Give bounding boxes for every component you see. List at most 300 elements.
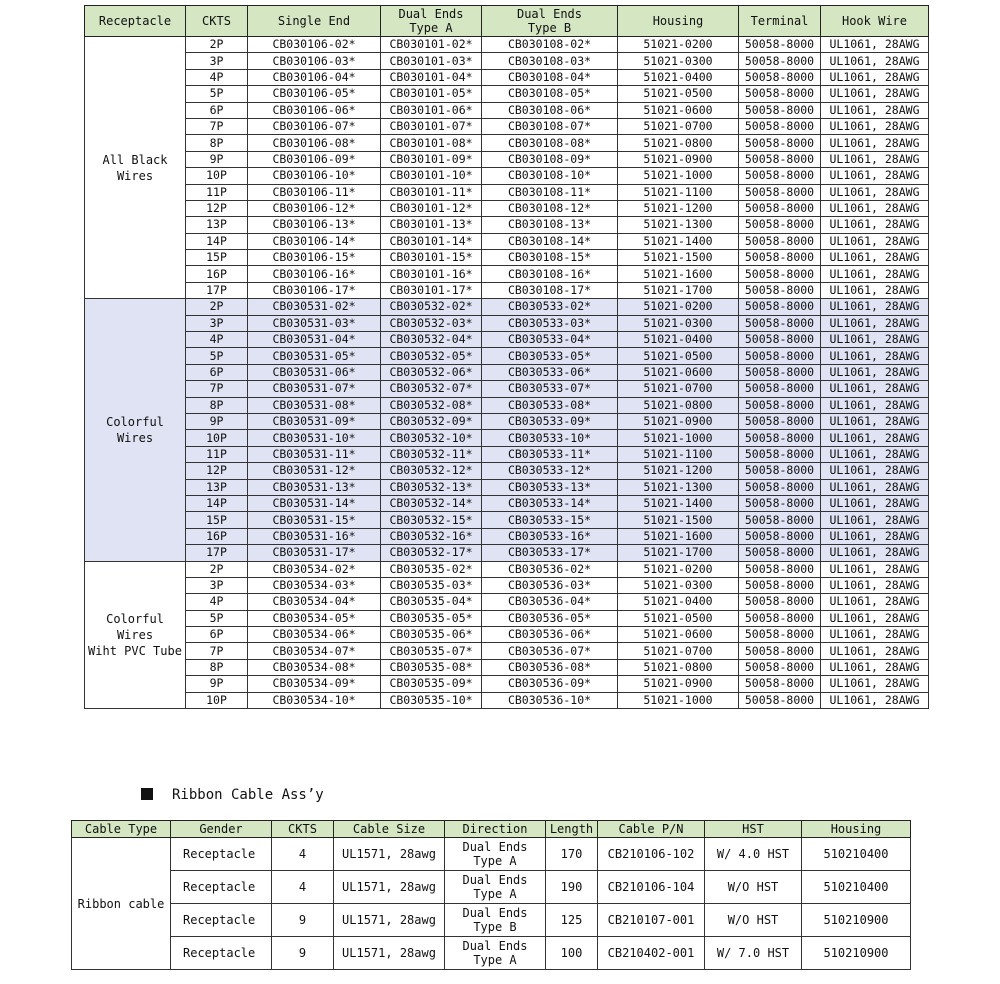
- table-row: [72, 904, 911, 937]
- table-cell: CB030106-15*: [248, 250, 381, 266]
- table-cell: UL1061, 28AWG: [821, 446, 929, 462]
- table-row: [85, 102, 929, 118]
- table-cell: 10P: [186, 692, 248, 708]
- table-cell: CB030108-16*: [482, 266, 618, 282]
- ribbon-table-body: [72, 838, 911, 970]
- table-cell: CB030108-14*: [482, 233, 618, 249]
- table-cell: 50058-8000: [739, 413, 821, 429]
- table-cell: 13P: [186, 217, 248, 233]
- table-cell: 50058-8000: [739, 151, 821, 167]
- table-cell: CB030106-03*: [248, 53, 381, 69]
- table-cell: CB030101-17*: [381, 282, 482, 298]
- table-cell: 51021-1400: [618, 495, 739, 511]
- table-cell: 51021-0700: [618, 643, 739, 659]
- table-cell: UL1061, 28AWG: [821, 233, 929, 249]
- table-cell: 170: [546, 838, 598, 871]
- table-cell: UL1061, 28AWG: [821, 118, 929, 134]
- table-cell: CB030531-05*: [248, 348, 381, 364]
- column-header: Length: [546, 821, 598, 838]
- table-cell: 5P: [186, 348, 248, 364]
- connector-part-table: [84, 5, 929, 709]
- table-cell: 510210400: [802, 871, 911, 904]
- table-cell: 51021-1600: [618, 528, 739, 544]
- table-cell: 4P: [186, 594, 248, 610]
- table-cell: CB030532-16*: [381, 528, 482, 544]
- table-cell: UL1061, 28AWG: [821, 610, 929, 626]
- table-row: [85, 53, 929, 69]
- table-cell: 9P: [186, 151, 248, 167]
- table-cell: UL1061, 28AWG: [821, 676, 929, 692]
- table-cell: CB030108-15*: [482, 250, 618, 266]
- column-header: Gender: [171, 821, 272, 838]
- table-cell: CB030101-13*: [381, 217, 482, 233]
- table-cell: CB030532-10*: [381, 430, 482, 446]
- table-cell: CB030533-11*: [482, 446, 618, 462]
- table-cell: CB030106-12*: [248, 200, 381, 216]
- table-cell: CB030108-06*: [482, 102, 618, 118]
- table-cell: CB030535-06*: [381, 627, 482, 643]
- table-cell: CB210106-104: [598, 871, 705, 904]
- table-cell: UL1061, 28AWG: [821, 528, 929, 544]
- table-cell: CB030101-05*: [381, 86, 482, 102]
- table-cell: CB030536-03*: [482, 577, 618, 593]
- table-cell: 51021-0600: [618, 364, 739, 380]
- table-row: [85, 348, 929, 364]
- table-cell: 8P: [186, 659, 248, 675]
- table-cell: 510210400: [802, 838, 911, 871]
- table-cell: 51021-1500: [618, 250, 739, 266]
- table-cell: CB030536-06*: [482, 627, 618, 643]
- table-cell: 50058-8000: [739, 528, 821, 544]
- table-cell: 4P: [186, 332, 248, 348]
- table-row: [85, 512, 929, 528]
- ribbon-table-header: [72, 821, 911, 838]
- table-cell: CB030108-11*: [482, 184, 618, 200]
- table-cell: 51021-0700: [618, 118, 739, 134]
- table-row: [85, 692, 929, 708]
- table-cell: CB030534-07*: [248, 643, 381, 659]
- table-row: [85, 577, 929, 593]
- row-group: [85, 37, 929, 299]
- table-cell: 51021-0300: [618, 315, 739, 331]
- table-cell: 51021-0700: [618, 381, 739, 397]
- table-cell: UL1061, 28AWG: [821, 479, 929, 495]
- table-cell: CB030532-06*: [381, 364, 482, 380]
- table-row: [85, 168, 929, 184]
- table-cell: CB030106-13*: [248, 217, 381, 233]
- section-heading: [141, 787, 324, 803]
- table-cell: CB030101-12*: [381, 200, 482, 216]
- connector-table-header: [85, 6, 929, 37]
- table-cell: 51021-1000: [618, 168, 739, 184]
- group-label: Ribbon cable: [72, 838, 171, 970]
- table-cell: 51021-0800: [618, 135, 739, 151]
- table-cell: 51021-1100: [618, 446, 739, 462]
- table-cell: 50058-8000: [739, 430, 821, 446]
- table-cell: Dual Ends Type A: [445, 838, 546, 871]
- table-cell: CB030101-14*: [381, 233, 482, 249]
- table-cell: CB030531-10*: [248, 430, 381, 446]
- table-cell: Receptacle: [171, 904, 272, 937]
- table-cell: UL1571, 28awg: [334, 838, 445, 871]
- table-cell: CB030108-17*: [482, 282, 618, 298]
- table-cell: 51021-1200: [618, 463, 739, 479]
- table-cell: CB030533-08*: [482, 397, 618, 413]
- group-label: Colorful Wires: [85, 299, 186, 561]
- table-row: [85, 69, 929, 85]
- table-cell: 50058-8000: [739, 495, 821, 511]
- table-cell: CB030535-10*: [381, 692, 482, 708]
- table-cell: 510210900: [802, 904, 911, 937]
- table-cell: 51021-0900: [618, 676, 739, 692]
- table-cell: 50058-8000: [739, 577, 821, 593]
- table-cell: 50058-8000: [739, 332, 821, 348]
- table-cell: 50058-8000: [739, 627, 821, 643]
- table-cell: 51021-0200: [618, 37, 739, 53]
- table-cell: UL1571, 28awg: [334, 904, 445, 937]
- table-cell: CB030533-12*: [482, 463, 618, 479]
- table-cell: CB030101-08*: [381, 135, 482, 151]
- table-cell: 50058-8000: [739, 479, 821, 495]
- table-cell: 12P: [186, 463, 248, 479]
- table-cell: 51021-1000: [618, 430, 739, 446]
- table-row: [85, 397, 929, 413]
- table-cell: UL1061, 28AWG: [821, 692, 929, 708]
- table-cell: UL1061, 28AWG: [821, 250, 929, 266]
- column-header: Terminal: [739, 6, 821, 37]
- table-cell: 51021-1100: [618, 184, 739, 200]
- table-cell: UL1061, 28AWG: [821, 184, 929, 200]
- table-cell: 9: [272, 904, 334, 937]
- table-cell: 15P: [186, 512, 248, 528]
- table-cell: Receptacle: [171, 871, 272, 904]
- table-cell: UL1061, 28AWG: [821, 86, 929, 102]
- table-cell: 7P: [186, 381, 248, 397]
- column-header: Dual Ends Type B: [482, 6, 618, 37]
- table-cell: 50058-8000: [739, 381, 821, 397]
- table-cell: CB030108-12*: [482, 200, 618, 216]
- table-cell: 51021-0400: [618, 594, 739, 610]
- table-row: [85, 315, 929, 331]
- table-cell: CB030531-07*: [248, 381, 381, 397]
- table-cell: CB030531-17*: [248, 545, 381, 561]
- table-cell: 50058-8000: [739, 168, 821, 184]
- table-cell: 12P: [186, 200, 248, 216]
- table-row: [85, 430, 929, 446]
- table-cell: CB030101-11*: [381, 184, 482, 200]
- table-cell: 10P: [186, 430, 248, 446]
- table-row: [72, 937, 911, 970]
- table-cell: CB030534-06*: [248, 627, 381, 643]
- table-cell: 50058-8000: [739, 610, 821, 626]
- table-cell: 6P: [186, 102, 248, 118]
- table-cell: 6P: [186, 364, 248, 380]
- table-row: [85, 364, 929, 380]
- table-cell: UL1061, 28AWG: [821, 315, 929, 331]
- table-cell: UL1061, 28AWG: [821, 102, 929, 118]
- table-cell: Dual Ends Type A: [445, 871, 546, 904]
- table-cell: 3P: [186, 577, 248, 593]
- table-cell: CB030108-05*: [482, 86, 618, 102]
- table-row: [85, 561, 929, 577]
- table-row: [85, 676, 929, 692]
- table-cell: 51021-0300: [618, 53, 739, 69]
- table-cell: 50058-8000: [739, 69, 821, 85]
- table-cell: CB030106-14*: [248, 233, 381, 249]
- table-cell: CB030101-16*: [381, 266, 482, 282]
- table-cell: CB030101-07*: [381, 118, 482, 134]
- table-cell: CB030106-04*: [248, 69, 381, 85]
- table-cell: CB030534-05*: [248, 610, 381, 626]
- table-cell: 50058-8000: [739, 676, 821, 692]
- table-cell: 50058-8000: [739, 135, 821, 151]
- table-cell: CB210402-001: [598, 937, 705, 970]
- table-cell: 50058-8000: [739, 545, 821, 561]
- table-cell: 50058-8000: [739, 446, 821, 462]
- table-cell: UL1061, 28AWG: [821, 69, 929, 85]
- table-cell: CB030106-09*: [248, 151, 381, 167]
- table-cell: 125: [546, 904, 598, 937]
- table-cell: CB030106-06*: [248, 102, 381, 118]
- table-cell: CB030532-04*: [381, 332, 482, 348]
- table-cell: CB030533-05*: [482, 348, 618, 364]
- table-cell: 51021-1600: [618, 266, 739, 282]
- table-cell: CB030101-09*: [381, 151, 482, 167]
- table-cell: UL1061, 28AWG: [821, 200, 929, 216]
- table-row: [85, 217, 929, 233]
- table-cell: CB030532-12*: [381, 463, 482, 479]
- group-label: All Black Wires: [85, 37, 186, 299]
- table-cell: CB030532-03*: [381, 315, 482, 331]
- table-cell: CB030108-10*: [482, 168, 618, 184]
- table-cell: CB030106-02*: [248, 37, 381, 53]
- table-cell: CB030101-03*: [381, 53, 482, 69]
- table-cell: 51021-0800: [618, 397, 739, 413]
- table-cell: Dual Ends Type A: [445, 937, 546, 970]
- table-row: [85, 479, 929, 495]
- table-row: [85, 299, 929, 315]
- table-cell: W/O HST: [705, 871, 802, 904]
- table-cell: CB030108-08*: [482, 135, 618, 151]
- table-cell: 51021-0200: [618, 561, 739, 577]
- table-cell: 9P: [186, 413, 248, 429]
- table-cell: UL1061, 28AWG: [821, 545, 929, 561]
- table-cell: CB030532-08*: [381, 397, 482, 413]
- table-cell: 51021-0300: [618, 577, 739, 593]
- table-cell: UL1061, 28AWG: [821, 332, 929, 348]
- table-cell: 50058-8000: [739, 299, 821, 315]
- table-cell: 13P: [186, 479, 248, 495]
- table-cell: CB030535-02*: [381, 561, 482, 577]
- table-cell: CB030108-04*: [482, 69, 618, 85]
- table-cell: 16P: [186, 266, 248, 282]
- table-cell: UL1061, 28AWG: [821, 561, 929, 577]
- table-cell: 50058-8000: [739, 184, 821, 200]
- table-cell: CB030531-02*: [248, 299, 381, 315]
- table-row: [85, 463, 929, 479]
- table-row: [85, 446, 929, 462]
- table-row: [85, 118, 929, 134]
- square-bullet-icon: [141, 788, 153, 800]
- column-header: CKTS: [186, 6, 248, 37]
- table-cell: CB030533-07*: [482, 381, 618, 397]
- table-row: [85, 266, 929, 282]
- table-cell: 100: [546, 937, 598, 970]
- table-cell: 50058-8000: [739, 692, 821, 708]
- table-cell: 9: [272, 937, 334, 970]
- table-cell: CB030533-04*: [482, 332, 618, 348]
- table-cell: UL1061, 28AWG: [821, 594, 929, 610]
- table-cell: 50058-8000: [739, 233, 821, 249]
- table-cell: 14P: [186, 495, 248, 511]
- table-row: [85, 200, 929, 216]
- table-cell: UL1061, 28AWG: [821, 282, 929, 298]
- table-row: [85, 233, 929, 249]
- ribbon-cable-table: [71, 820, 911, 970]
- table-cell: CB030533-10*: [482, 430, 618, 446]
- column-header: Dual Ends Type A: [381, 6, 482, 37]
- table-cell: UL1061, 28AWG: [821, 463, 929, 479]
- column-header: Housing: [802, 821, 911, 838]
- column-header: CKTS: [272, 821, 334, 838]
- table-cell: CB030531-11*: [248, 446, 381, 462]
- table-cell: UL1061, 28AWG: [821, 299, 929, 315]
- table-cell: CB030532-17*: [381, 545, 482, 561]
- column-header: Hook Wire: [821, 6, 929, 37]
- table-cell: CB030536-08*: [482, 659, 618, 675]
- table-cell: 190: [546, 871, 598, 904]
- table-row: [85, 184, 929, 200]
- table-cell: UL1061, 28AWG: [821, 397, 929, 413]
- table-cell: CB030101-02*: [381, 37, 482, 53]
- table-cell: 51021-1000: [618, 692, 739, 708]
- table-cell: CB030536-07*: [482, 643, 618, 659]
- table-cell: 51021-1700: [618, 545, 739, 561]
- table-cell: UL1061, 28AWG: [821, 348, 929, 364]
- table-cell: 9P: [186, 676, 248, 692]
- table-row: [85, 282, 929, 298]
- table-cell: 11P: [186, 184, 248, 200]
- table-cell: 50058-8000: [739, 397, 821, 413]
- table-cell: CB030106-10*: [248, 168, 381, 184]
- table-cell: 6P: [186, 627, 248, 643]
- table-cell: 50058-8000: [739, 118, 821, 134]
- column-header: Single End: [248, 6, 381, 37]
- table-cell: 51021-0500: [618, 610, 739, 626]
- table-cell: 50058-8000: [739, 282, 821, 298]
- column-header: Cable P/N: [598, 821, 705, 838]
- table-cell: 5P: [186, 610, 248, 626]
- table-cell: 50058-8000: [739, 561, 821, 577]
- table-cell: 51021-1700: [618, 282, 739, 298]
- table-row: [85, 627, 929, 643]
- table-cell: UL1061, 28AWG: [821, 381, 929, 397]
- table-cell: UL1061, 28AWG: [821, 643, 929, 659]
- table-cell: CB210107-001: [598, 904, 705, 937]
- table-cell: CB030533-02*: [482, 299, 618, 315]
- table-cell: UL1061, 28AWG: [821, 512, 929, 528]
- table-cell: 50058-8000: [739, 594, 821, 610]
- table-cell: CB030531-15*: [248, 512, 381, 528]
- table-row: [85, 332, 929, 348]
- table-row: [85, 413, 929, 429]
- table-cell: UL1061, 28AWG: [821, 627, 929, 643]
- table-cell: 50058-8000: [739, 364, 821, 380]
- table-cell: CB030101-10*: [381, 168, 482, 184]
- row-group: [85, 561, 929, 709]
- table-cell: W/ 4.0 HST: [705, 838, 802, 871]
- table-cell: 50058-8000: [739, 102, 821, 118]
- table-cell: 8P: [186, 135, 248, 151]
- table-cell: CB030533-13*: [482, 479, 618, 495]
- table-cell: UL1061, 28AWG: [821, 495, 929, 511]
- table-cell: CB030532-05*: [381, 348, 482, 364]
- table-cell: CB030106-07*: [248, 118, 381, 134]
- table-cell: CB030533-03*: [482, 315, 618, 331]
- table-cell: CB030534-04*: [248, 594, 381, 610]
- table-row: [72, 838, 911, 871]
- table-cell: CB030534-02*: [248, 561, 381, 577]
- table-cell: CB030536-10*: [482, 692, 618, 708]
- table-cell: CB030531-14*: [248, 495, 381, 511]
- table-cell: CB030535-04*: [381, 594, 482, 610]
- table-cell: CB030108-09*: [482, 151, 618, 167]
- table-cell: CB030531-16*: [248, 528, 381, 544]
- table-cell: UL1061, 28AWG: [821, 364, 929, 380]
- table-cell: CB030101-04*: [381, 69, 482, 85]
- table-cell: CB030108-13*: [482, 217, 618, 233]
- table-cell: UL1061, 28AWG: [821, 413, 929, 429]
- section-heading-text: Ribbon Cable Ass’y: [172, 787, 324, 803]
- table-cell: 50058-8000: [739, 643, 821, 659]
- column-header: Cable Size: [334, 821, 445, 838]
- table-cell: 50058-8000: [739, 217, 821, 233]
- table-cell: CB030106-05*: [248, 86, 381, 102]
- table-cell: 11P: [186, 446, 248, 462]
- table-cell: CB030531-13*: [248, 479, 381, 495]
- table-cell: UL1061, 28AWG: [821, 37, 929, 53]
- table-cell: CB030532-14*: [381, 495, 482, 511]
- table-cell: CB030531-12*: [248, 463, 381, 479]
- table-row: [72, 871, 911, 904]
- table-cell: UL1061, 28AWG: [821, 659, 929, 675]
- table-cell: UL1571, 28awg: [334, 937, 445, 970]
- table-cell: CB030533-09*: [482, 413, 618, 429]
- table-cell: CB030533-06*: [482, 364, 618, 380]
- table-cell: CB030532-07*: [381, 381, 482, 397]
- table-cell: 5P: [186, 86, 248, 102]
- table-row: [85, 37, 929, 53]
- table-cell: CB030533-16*: [482, 528, 618, 544]
- table-cell: CB030536-02*: [482, 561, 618, 577]
- table-cell: 50058-8000: [739, 348, 821, 364]
- table-cell: 8P: [186, 397, 248, 413]
- table-cell: 17P: [186, 282, 248, 298]
- table-cell: CB030532-02*: [381, 299, 482, 315]
- table-cell: 4: [272, 871, 334, 904]
- table-row: [85, 381, 929, 397]
- table-cell: 51021-0400: [618, 332, 739, 348]
- table-cell: UL1571, 28awg: [334, 871, 445, 904]
- table-cell: 10P: [186, 168, 248, 184]
- table-cell: 4: [272, 838, 334, 871]
- table-cell: CB210106-102: [598, 838, 705, 871]
- column-header: HST: [705, 821, 802, 838]
- table-cell: 51021-0900: [618, 413, 739, 429]
- table-cell: 3P: [186, 53, 248, 69]
- table-cell: 51021-0500: [618, 348, 739, 364]
- table-cell: 16P: [186, 528, 248, 544]
